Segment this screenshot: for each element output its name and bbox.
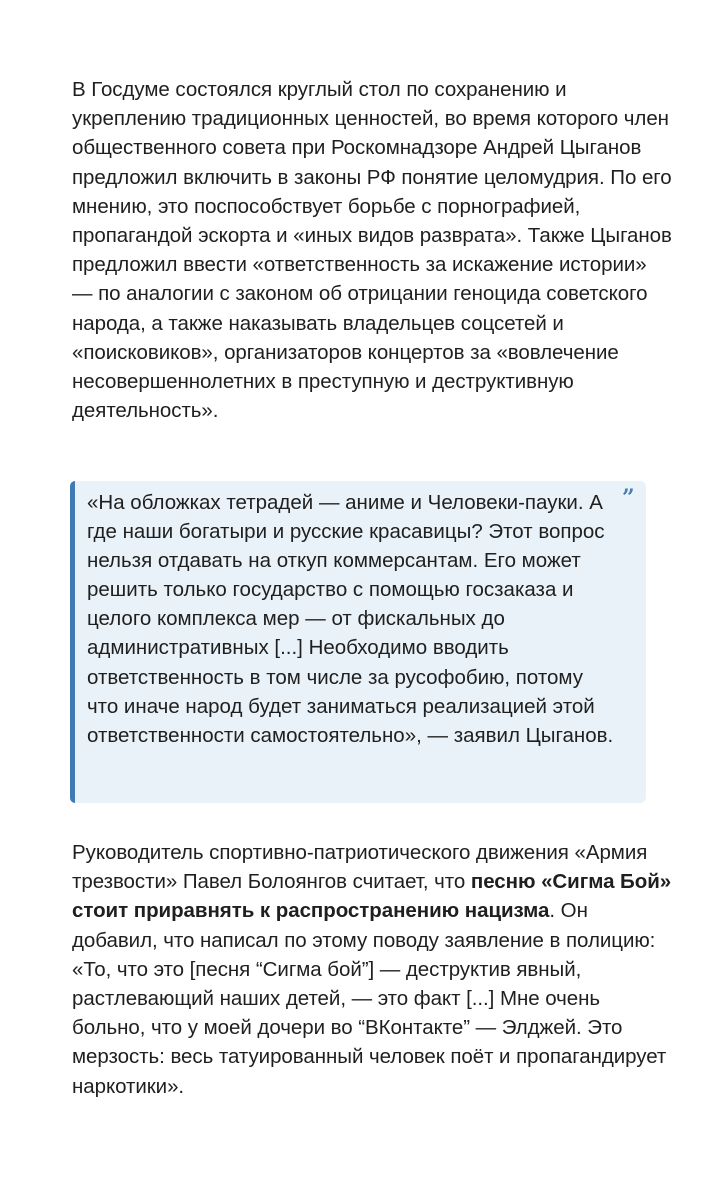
- paragraph-bold-highlight: песню «Сигма Бой» стоит приравнять к распространению нацизма: [72, 870, 672, 923]
- quote-mark-icon: ”: [622, 485, 634, 511]
- paragraph-lead-text: Руководитель спортивно-патриотического движения «Армия трезвости» Павел Болоянгов считает, что: [72, 841, 648, 894]
- article-paragraph: [72, 838, 672, 1101]
- blockquote-accent-bar: [70, 481, 75, 803]
- article-paragraph: В Госдуме состоялся круглый стол по сохранению и укреплению традиционных ценностей, во время которого член общественного совета при Роскомнадзоре Андрей Цыганов предложил включить в законы РФ понятие целомудрия. По его мнению, это поспособствует борьбе с порнографией, пропагандой эскорта и «иных видов разврата». Также Цыганов предложил ввести «ответственность за искажение истории» — по аналогии с законом об отрицании геноцида советского народа, а также наказывать владельцев соцсетей и «поисковиков», организаторов концертов за «вовлечение несовершеннолетних в преступную и деструктивную деятельность».: [72, 78, 672, 423]
- blockquote-text: «На обложках тетрадей — аниме и Человеки-пауки. А где наши богатыри и русские красавицы? Этот вопрос нельзя отдавать на откуп коммерсантам. Его может решить только государство с помощью госзаказа и целого комплекса мер — от фискальных до административных [...] Необходимо вводить ответственность в том числе за русофобию, потому что иначе народ будет заниматься реализацией этой ответственности самостоятельно», — заявил Цыганов.: [87, 491, 614, 747]
- paragraph-rest-text: . Он добавил, что написал по этому поводу заявление в полицию: «То, что это [песня “Сигма бой”] — деструктив явный, растлевающий наших детей, — это факт [...] Мне очень больно, что у моей дочери во “ВКонтакте” — Элджей. Это мерзость: весь татуированный человек поёт и пропагандирует наркотики».: [72, 899, 667, 1098]
- blockquote: [70, 481, 646, 803]
